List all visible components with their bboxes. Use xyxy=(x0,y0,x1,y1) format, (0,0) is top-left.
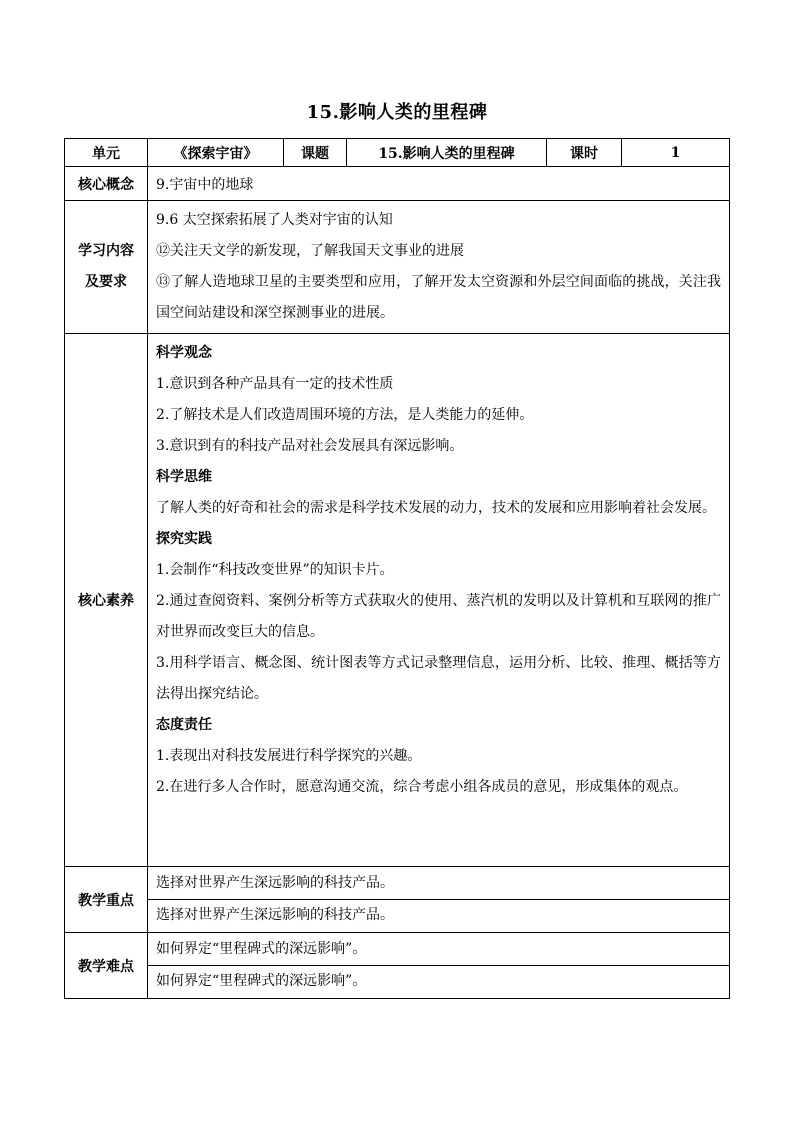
page-title: 15.影响人类的里程碑 xyxy=(306,102,488,123)
section-heading: 科学观念 xyxy=(156,345,212,361)
learning-label-line2: 及要求 xyxy=(85,274,127,290)
literacy-content xyxy=(148,334,730,867)
literacy-line: 2.了解技术是人们改造周围环境的方法，是人类能力的延伸。 xyxy=(156,407,534,423)
key-points-content xyxy=(148,867,730,933)
learning-row xyxy=(65,201,730,334)
difficulty-line: 如何界定“里程碑式的深远影响”。 xyxy=(156,973,367,989)
literacy-line: 1.表现出对科技发展进行科学探究的兴趣。 xyxy=(156,748,422,764)
literacy-line: 1.意识到各种产品具有一定的技术性质 xyxy=(156,376,394,392)
core-concept-row xyxy=(65,167,730,201)
learning-line: 9.6 太空探索拓展了人类对宇宙的认知 xyxy=(156,212,393,228)
key-points-row xyxy=(65,867,730,933)
section-heading: 态度责任 xyxy=(156,717,212,733)
hours-label: 课时 xyxy=(547,139,622,167)
hours-value: 1 xyxy=(622,139,730,167)
difficulties-row xyxy=(65,933,730,999)
literacy-line: 3.用科学语言、概念图、统计图表等方式记录整理信息，运用分析、比较、推理、概括等方法得出探究结论。 xyxy=(156,655,721,702)
section-heading: 探究实践 xyxy=(156,531,212,547)
section-heading: 科学思维 xyxy=(156,469,212,485)
literacy-line: 2.通过查阅资料、案例分析等方式获取火的使用、蒸汽机的发明以及计算机和互联网的推广对世界而改变巨大的信息。 xyxy=(156,593,721,640)
learning-label-line1: 学习内容 xyxy=(78,243,134,259)
literacy-line: 了解人类的好奇和社会的需求是科学技术发展的动力，技术的发展和应用影响着社会发展。 xyxy=(156,500,716,516)
unit-value: 《探索宇宙》 xyxy=(148,139,284,167)
literacy-label: 核心素养 xyxy=(65,334,148,867)
key-point-line: 选择对世界产生深远影响的科技产品。 xyxy=(156,875,394,891)
literacy-row xyxy=(65,334,730,867)
unit-label: 单元 xyxy=(65,139,148,167)
difficulty-line: 如何界定“里程碑式的深远影响”。 xyxy=(156,941,367,957)
key-point-line: 选择对世界产生深远影响的科技产品。 xyxy=(156,907,394,923)
literacy-line: 2.在进行多人合作时，愿意沟通交流，综合考虑小组各成员的意见，形成集体的观点。 xyxy=(156,779,688,795)
topic-value: 15.影响人类的里程碑 xyxy=(347,139,547,167)
difficulties-content xyxy=(148,933,730,999)
lesson-plan-table xyxy=(64,138,730,999)
core-concept-label: 核心概念 xyxy=(65,167,148,201)
learning-line: ⑫关注天文学的新发现，了解我国天文事业的进展 xyxy=(156,243,464,259)
header-row xyxy=(65,139,730,167)
difficulties-label: 教学难点 xyxy=(65,933,148,999)
learning-line: ⑬了解人造地球卫星的主要类型和应用，了解开发太空资源和外层空间面临的挑战，关注我国空间站建设和深空探测事业的进展。 xyxy=(156,274,721,321)
literacy-line: 3.意识到有的科技产品对社会发展具有深远影响。 xyxy=(156,438,464,454)
topic-label: 课题 xyxy=(284,139,347,167)
literacy-line: 1.会制作“科技改变世界”的知识卡片。 xyxy=(156,562,394,578)
learning-content xyxy=(148,201,730,334)
core-concept-value: 9.宇宙中的地球 xyxy=(148,167,730,201)
key-points-label: 教学重点 xyxy=(65,867,148,933)
learning-label xyxy=(65,201,148,334)
